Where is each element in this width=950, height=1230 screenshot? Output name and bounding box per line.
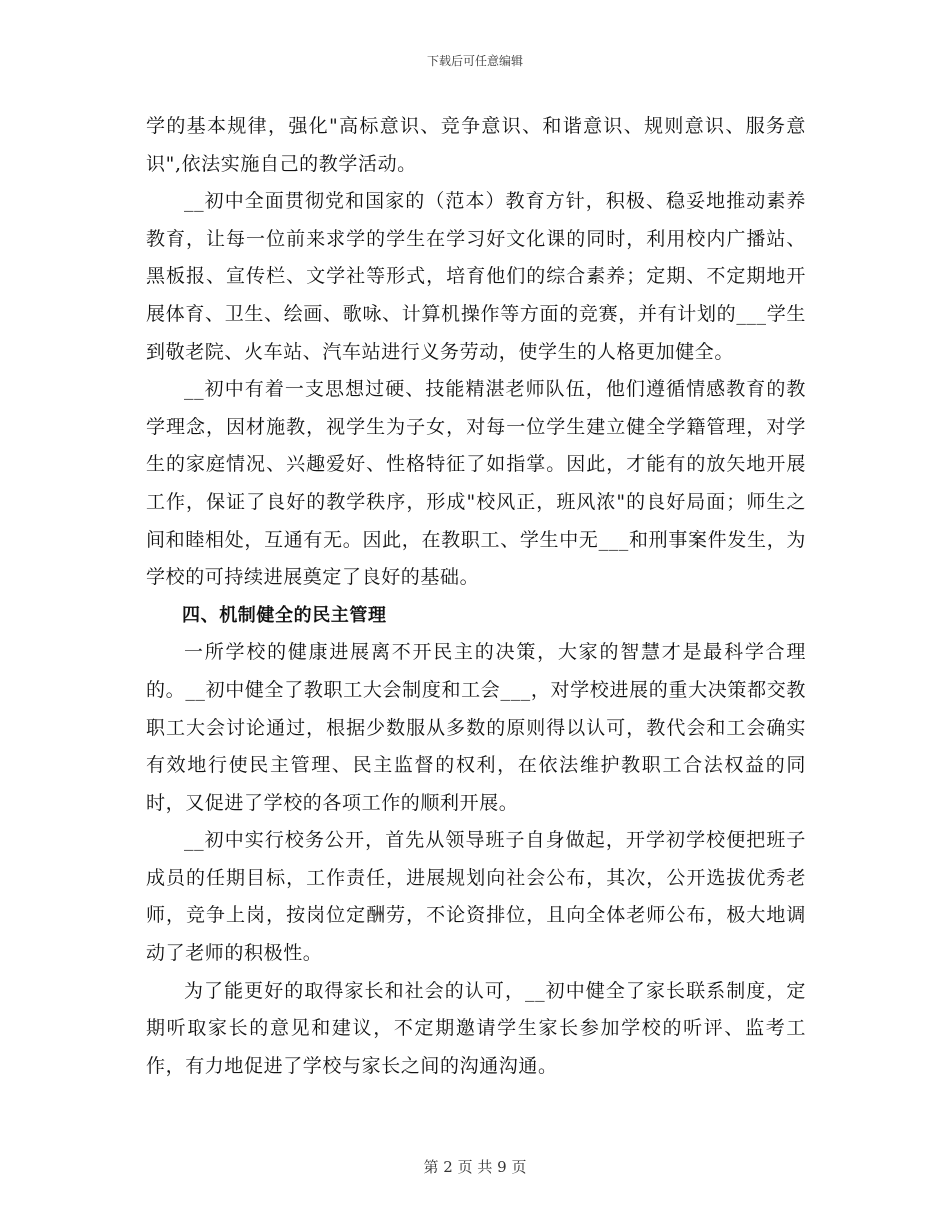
paragraph-democratic-decision: 一所学校的健康进展离不开民主的决策，大家的智慧才是最科学合理的。__初中健全了教职工大会制度和工会___，对学校进展的重大决策都交教职工大会讨论通过，根据少数服从多数的原则得以认可，教代会和工会确实有效地行使民主管理、民主监督的权利，在依法维护教职工合法权益的同时，又促进了学校的各项工作的顺利开展。: [146, 641, 806, 814]
document-body: [146, 108, 806, 1085]
page-footer: 第 2 页 共 9 页: [423, 1158, 527, 1176]
paragraph-quality-education: __初中全面贯彻党和国家的（范本）教育方针，积极、稳妥地推动素养教育，让每一位前来求学的学生在学习好文化课的同时，利用校内广播站、黑板报、宣传栏、文学社等形式，培育他们的综合素养；定期、不定期地开展体育、卫生、绘画、歌咏、计算机操作等方面的竞赛，并有计划的___学生到敬老院、火车站、汽车站进行义务劳动，使学生的人格更加健全。: [146, 190, 806, 363]
paragraph-parent-contact: 为了能更好的取得家长和社会的认可，__初中健全了家长联系制度，定期听取家长的意见和建议，不定期邀请学生家长参加学校的听评、监考工作，有力地促进了学校与家长之间的沟通沟通。: [146, 979, 806, 1077]
page-header: 下载后可任意编辑: [426, 54, 523, 68]
paragraph-continuation: 学的基本规律，强化"高标意识、竞争意识、和谐意识、规则意识、服务意识",依法实施自己的教学活动。: [146, 115, 806, 175]
paragraph-affairs-openness: __初中实行校务公开，首先从领导班子自身做起，开学初学校便把班子成员的任期目标，工作责任，进展规划向社会公布，其次，公开选拔优秀老师，竞争上岗，按岗位定酬劳，不论资排位，且向全体老师公布，极大地调动了老师的积极性。: [146, 829, 806, 965]
paragraph-teacher-team: __初中有着一支思想过硬、技能精湛老师队伍，他们遵循情感教育的教学理念，因材施教，视学生为子女，对每一位学生建立健全学籍管理，对学生的家庭情况、兴趣爱好、性格特征了如指掌。因此，才能有的放矢地开展工作，保证了良好的教学秩序，形成"校风正，班风浓"的良好局面；师生之间和睦相处，互通有无。因此，在教职工、学生中无___和刑事案件发生，为学校的可持续进展奠定了良好的基础。: [146, 378, 806, 589]
section-heading: 四、机制健全的民主管理: [182, 604, 387, 626]
